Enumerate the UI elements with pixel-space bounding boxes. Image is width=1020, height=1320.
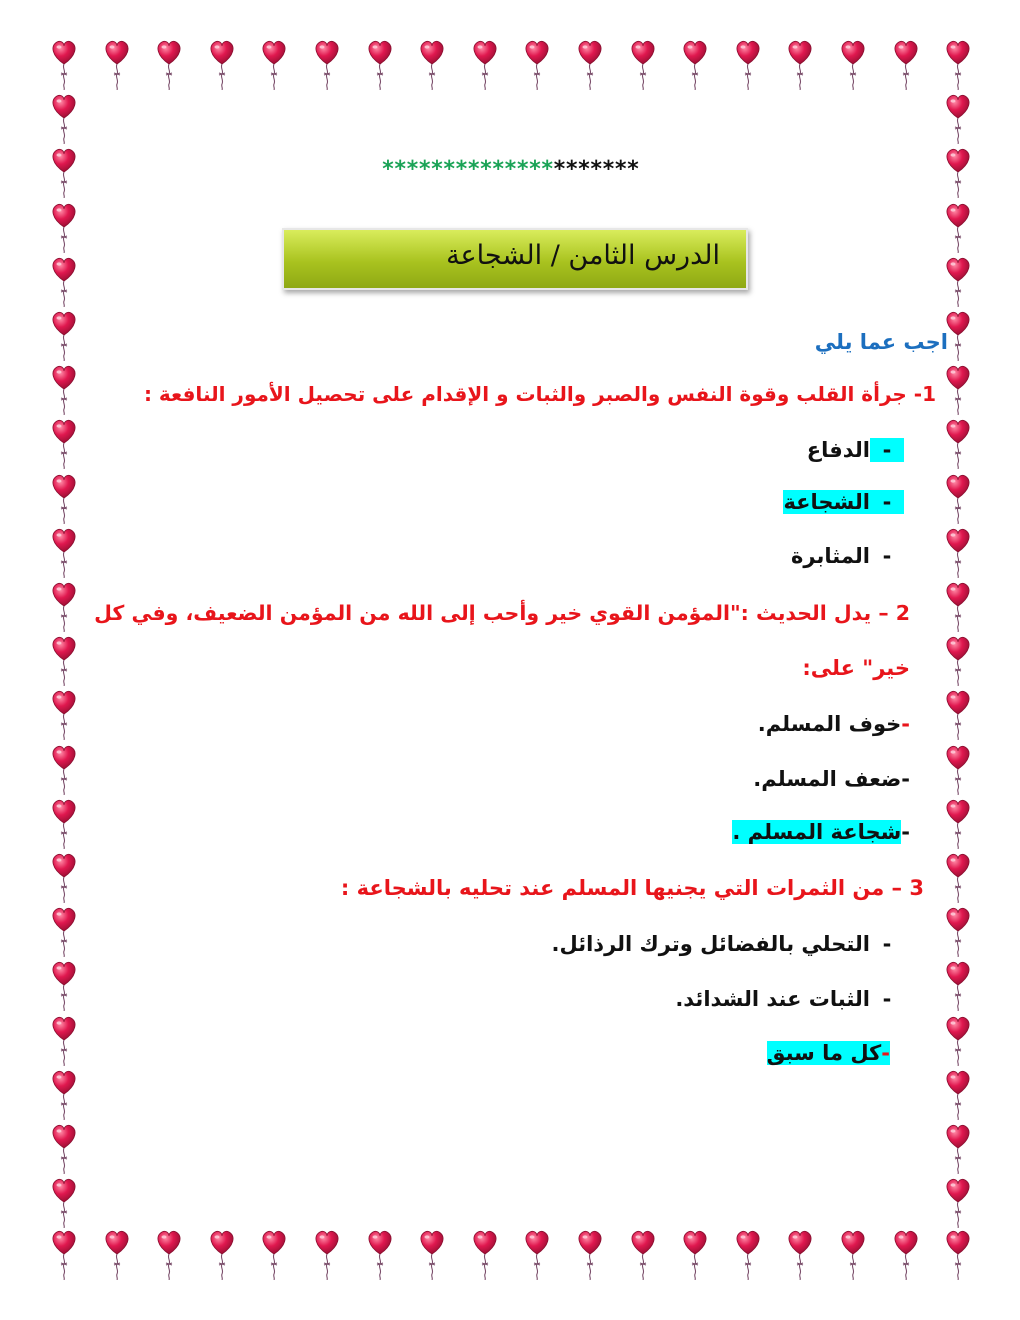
decorative-stars bbox=[0, 157, 1020, 182]
heart-balloon-icon bbox=[576, 1228, 604, 1280]
heart-balloon-icon bbox=[944, 526, 972, 578]
heart-balloon-icon bbox=[50, 959, 78, 1011]
q1-option-1: -الدفاع bbox=[807, 438, 904, 462]
heart-balloon-icon bbox=[418, 1228, 446, 1280]
heart-balloon-icon bbox=[471, 1228, 499, 1280]
heart-balloon-icon bbox=[208, 38, 236, 90]
heart-balloon-icon bbox=[944, 92, 972, 144]
heart-balloon-icon bbox=[944, 905, 972, 957]
heart-balloon-icon bbox=[944, 797, 972, 849]
heart-balloon-icon bbox=[681, 1228, 709, 1280]
heart-balloon-icon bbox=[944, 417, 972, 469]
heart-balloon-icon bbox=[629, 38, 657, 90]
heart-balloon-icon bbox=[944, 38, 972, 90]
heart-balloon-icon bbox=[944, 309, 972, 361]
heart-balloon-icon bbox=[839, 1228, 867, 1280]
q1-option-2-answer: -الشجاعة bbox=[783, 490, 904, 514]
heart-balloon-icon bbox=[734, 1228, 762, 1280]
heart-balloon-icon bbox=[734, 38, 762, 90]
heart-balloon-icon bbox=[944, 1068, 972, 1120]
heart-balloon-icon bbox=[944, 1014, 972, 1066]
heart-balloon-icon bbox=[50, 688, 78, 740]
heart-balloon-icon bbox=[50, 634, 78, 686]
q1-dash-1: - bbox=[870, 438, 904, 462]
heart-balloon-icon bbox=[892, 38, 920, 90]
heart-balloon-icon bbox=[155, 1228, 183, 1280]
heart-balloon-icon bbox=[576, 38, 604, 90]
stars-green: ************** bbox=[381, 157, 553, 182]
heart-balloon-icon bbox=[50, 1176, 78, 1228]
heart-balloon-icon bbox=[944, 580, 972, 632]
heart-balloon-icon bbox=[50, 1122, 78, 1174]
heart-balloon-icon bbox=[50, 255, 78, 307]
heart-balloon-icon bbox=[50, 526, 78, 578]
heart-balloon-icon bbox=[944, 959, 972, 1011]
heart-balloon-icon bbox=[523, 38, 551, 90]
stars-black: ******* bbox=[552, 157, 639, 182]
heart-balloon-icon bbox=[155, 38, 183, 90]
heart-balloon-icon bbox=[50, 1014, 78, 1066]
heart-balloon-icon bbox=[50, 1228, 78, 1280]
heart-balloon-icon bbox=[944, 851, 972, 903]
q2-question-line2: خير" على: bbox=[802, 656, 910, 680]
heart-balloon-icon bbox=[471, 38, 499, 90]
heart-balloon-icon bbox=[50, 580, 78, 632]
q1-question: 1- جرأة القلب وقوة النفس والصبر والثبات و الإقدام على تحصيل الأمور النافعة : bbox=[143, 382, 936, 406]
title-box bbox=[282, 228, 748, 290]
q1-option-3: -المثابرة bbox=[791, 544, 892, 568]
heart-balloon-icon bbox=[50, 417, 78, 469]
q2-question-line1: 2 – يدل الحديث :"المؤمن القوي خير وأحب إلى الله من المؤمن الضعيف، وفي كل bbox=[94, 601, 910, 625]
heart-balloon-icon bbox=[50, 743, 78, 795]
heart-balloon-icon bbox=[786, 1228, 814, 1280]
heart-balloon-icon bbox=[50, 851, 78, 903]
heart-balloon-icon bbox=[944, 688, 972, 740]
heart-balloon-icon bbox=[892, 1228, 920, 1280]
heart-balloon-icon bbox=[944, 363, 972, 415]
heart-balloon-icon bbox=[260, 38, 288, 90]
heart-balloon-icon bbox=[944, 743, 972, 795]
heart-balloon-icon bbox=[681, 38, 709, 90]
heart-balloon-icon bbox=[50, 905, 78, 957]
heart-balloon-icon bbox=[50, 309, 78, 361]
q3-option-1: -التحلي بالفضائل وترك الرذائل. bbox=[551, 932, 892, 956]
heart-balloon-icon bbox=[50, 201, 78, 253]
heart-balloon-icon bbox=[50, 363, 78, 415]
heart-balloon-icon bbox=[944, 1122, 972, 1174]
heart-balloon-icon bbox=[50, 38, 78, 90]
q3-option-3-answer: -كل ما سبق bbox=[766, 1041, 890, 1065]
heart-balloon-icon bbox=[839, 38, 867, 90]
heart-balloon-icon bbox=[50, 1068, 78, 1120]
heart-balloon-icon bbox=[944, 472, 972, 524]
q2-option-2: -ضعف المسلم. bbox=[753, 767, 910, 791]
heart-balloon-icon bbox=[103, 38, 131, 90]
heart-balloon-icon bbox=[103, 1228, 131, 1280]
heart-balloon-icon bbox=[50, 92, 78, 144]
heart-balloon-icon bbox=[944, 634, 972, 686]
heart-balloon-icon bbox=[260, 1228, 288, 1280]
heart-balloon-icon bbox=[313, 38, 341, 90]
heart-balloon-icon bbox=[629, 1228, 657, 1280]
heart-balloon-icon bbox=[366, 38, 394, 90]
heart-balloon-icon bbox=[418, 38, 446, 90]
q2-option-1: -خوف المسلم. bbox=[757, 712, 910, 736]
q2-option-3-answer: -شجاعة المسلم . bbox=[732, 820, 910, 844]
instruction: اجب عما يلي bbox=[814, 330, 948, 354]
heart-balloon-icon bbox=[944, 1176, 972, 1228]
heart-balloon-icon bbox=[208, 1228, 236, 1280]
heart-balloon-icon bbox=[50, 472, 78, 524]
q3-question: 3 – من الثمرات التي يجنيها المسلم عند تحليه بالشجاعة : bbox=[340, 876, 924, 900]
heart-balloon-icon bbox=[366, 1228, 394, 1280]
heart-balloon-icon bbox=[786, 38, 814, 90]
heart-balloon-icon bbox=[50, 797, 78, 849]
heart-balloon-icon bbox=[944, 1228, 972, 1280]
heart-balloon-icon bbox=[523, 1228, 551, 1280]
q3-option-2: -الثبات عند الشدائد. bbox=[675, 987, 892, 1011]
lesson-title: الدرس الثامن / الشجاعة bbox=[446, 240, 720, 271]
heart-balloon-icon bbox=[313, 1228, 341, 1280]
heart-balloon-icon bbox=[944, 255, 972, 307]
heart-balloon-icon bbox=[944, 201, 972, 253]
